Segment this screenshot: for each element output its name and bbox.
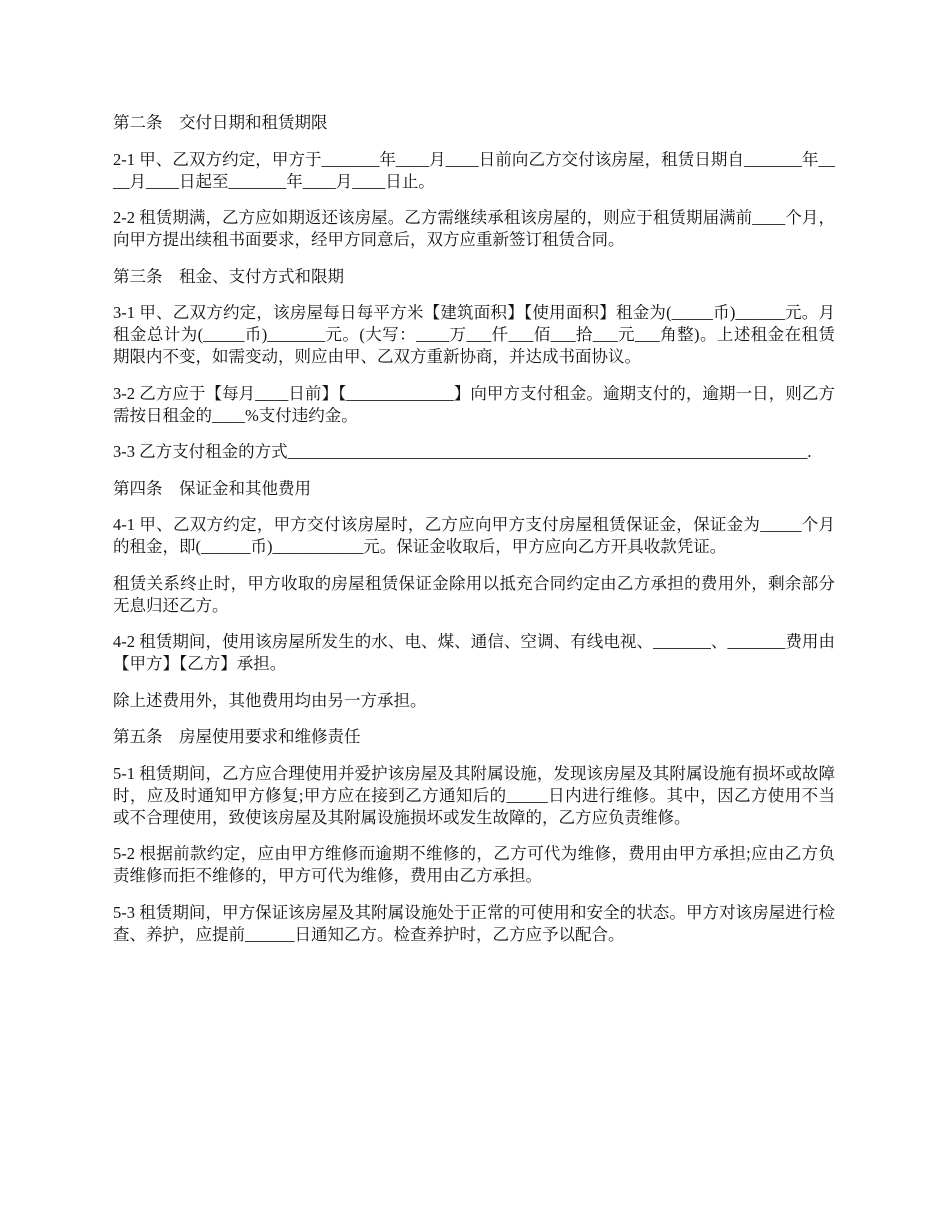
clause-4-2: 4-2 租赁期间，使用该房屋所发生的水、电、煤、通信、空调、有线电视、_______、_______费用由【甲方】【乙方】承担。 bbox=[113, 632, 835, 673]
clause-3-1: 3-1 甲、乙双方约定，该房屋每日每平方米【建筑面积】【使用面积】租金为(_____币)______元。月租金总计为(_____币)_______元。(大写：____万___仟___佰___拾___元___角整)。上述租金在租赁期限内不变，如需变动，则应由甲、乙双方重新协商，并达成书面协议。 bbox=[113, 303, 835, 366]
clause-4-2-other-costs: 除上述费用外，其他费用均由另一方承担。 bbox=[113, 690, 427, 710]
clause-3-2: 3-2 乙方应于【每月____日前】【_____________】向甲方支付租金。逾期支付的，逾期一日，则乙方需按日租金的____%支付违约金。 bbox=[113, 383, 835, 425]
clause-5-2: 5-2 根据前款约定，应由甲方维修而逾期不维修的，乙方可代为维修，费用由甲方承担;应由乙方负责维修而拒不维修的，甲方可代为维修，费用由乙方承担。 bbox=[113, 844, 835, 885]
clause-2-2: 2-2 租赁期满，乙方应如期返还该房屋。乙方需继续承租该房屋的，则应于租赁期届满前____个月，向甲方提出续租书面要求，经甲方同意后，双方应重新签订租赁合同。 bbox=[113, 208, 835, 249]
clause-4-1: 4-1 甲、乙双方约定，甲方交付该房屋时，乙方应向甲方支付房屋租赁保证金，保证金为_____个月的租金，即(______币)___________元。保证金收取后，甲方应向乙方开具收款凭证。 bbox=[113, 515, 835, 556]
section-heading-article-4: 第四条 保证金和其他费用 bbox=[113, 478, 311, 498]
clause-4-1-termination: 租赁关系终止时，甲方收取的房屋租赁保证金除用以抵充合同约定由乙方承担的费用外，剩余部分无息归还乙方。 bbox=[113, 573, 835, 615]
section-heading-article-5: 第五条 房屋使用要求和维修责任 bbox=[113, 727, 361, 746]
document-page bbox=[113, 112, 835, 960]
section-heading-article-2: 第二条 交付日期和租赁期限 bbox=[113, 113, 328, 132]
clause-3-3: 3-3 乙方支付租金的方式_______________________________________________________________. bbox=[113, 442, 812, 461]
clause-2-1: 2-1 甲、乙双方约定，甲方于_______年____月____日前向乙方交付该房屋，租赁日期自_______年____月____日起至_______年____月____日止。 bbox=[113, 149, 835, 191]
clause-5-3: 5-3 租赁期间，甲方保证该房屋及其附属设施处于正常的可使用和安全的状态。甲方对该房屋进行检查、养护，应提前______日通知乙方。检查养护时，乙方应予以配合。 bbox=[113, 902, 835, 944]
section-heading-article-3: 第三条 租金、支付方式和限期 bbox=[113, 266, 344, 286]
clause-5-1: 5-1 租赁期间，乙方应合理使用并爱护该房屋及其附属设施，发现该房屋及其附属设施有损坏或故障时，应及时通知甲方修复;甲方应在接到乙方通知后的_____日内进行维修。其中，因乙方使用不当或不合理使用，致使该房屋及其附属设施损坏或发生故障的，乙方应负责维修。 bbox=[113, 763, 835, 827]
